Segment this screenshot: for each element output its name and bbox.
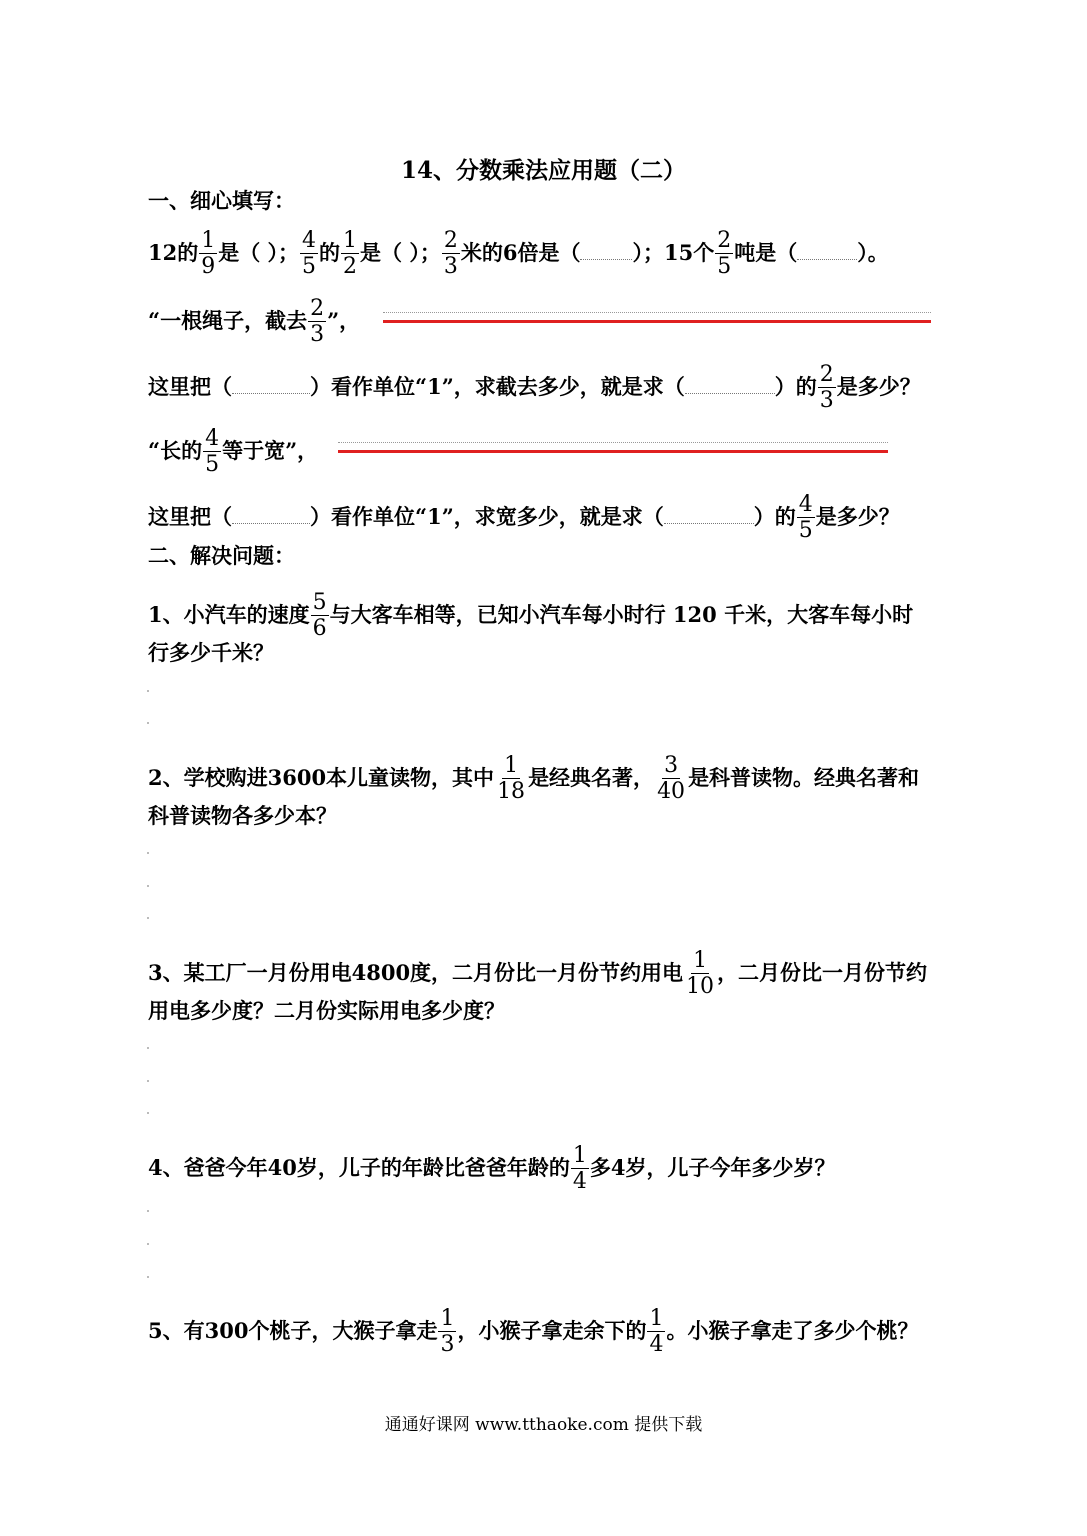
question-1-line-1: 1、小汽车的速度 $\frac{5}{6}$ 与大客车相等，已知小汽车每小时行 120 千米，大客车每小时: [148, 590, 914, 642]
answer-space-mark: [147, 1276, 149, 1278]
dotted-guide: [338, 442, 888, 443]
fraction: $\frac{4}{5}$: [798, 492, 813, 544]
fraction: $\frac{4}{5}$: [205, 426, 220, 478]
fill-line-1: 12的 $\frac{1}{9}$ 是（ ）； $\frac{4}{5}$ 的 $\frac{1}{2}$ 是（ ）； $\frac{2}{3}$ 米的6倍是（ ）；15个 $\frac{2}{5}$ 吨是（ ）。: [148, 228, 889, 280]
red-answer-line[interactable]: [338, 450, 888, 453]
section1-heading: 一、细心填写：: [148, 188, 295, 213]
fraction: $\frac{1}{4}$: [572, 1143, 587, 1195]
answer-space-mark: [147, 690, 149, 692]
answer-blank[interactable]: [232, 504, 310, 524]
fraction: $\frac{5}{6}$: [312, 590, 327, 642]
answer-space-mark: [147, 1047, 149, 1049]
fraction: $\frac{1}{18}$: [497, 753, 526, 805]
answer-space-mark: [147, 1112, 149, 1114]
fraction: $\frac{2}{3}$: [310, 296, 325, 348]
answer-blank[interactable]: [664, 504, 754, 524]
answer-space-mark: [147, 1210, 149, 1212]
fraction: $\frac{2}{3}$: [443, 228, 458, 280]
answer-blank[interactable]: [797, 240, 857, 260]
fraction: $\frac{3}{40}$: [657, 753, 686, 805]
question-5: 5、有300个桃子，大猴子拿走 $\frac{1}{3}$ ，小猴子拿走余下的 $\frac{1}{4}$ 。小猴子拿走了多少个桃？: [148, 1306, 919, 1358]
red-answer-line[interactable]: [383, 320, 931, 323]
question-3-line-1: 3、某工厂一月份用电4800度，二月份比一月份节约用电 $\frac{1}{10}$ ，二月份比一月份节约: [148, 948, 928, 1000]
fill-line-5: 这里把（ ）看作单位“1”，求宽多少，就是求（ ）的 $\frac{4}{5}$ 是多少？: [148, 492, 900, 544]
answer-blank[interactable]: [685, 374, 775, 394]
fill-line-3: 这里把（ ）看作单位“1”，求截去多少，就是求（ ）的 $\frac{2}{3}$ 是多少？: [148, 362, 921, 414]
question-1-line-2: 行多少千米？: [148, 640, 274, 665]
fraction: $\frac{4}{5}$: [302, 228, 317, 280]
fraction: $\frac{1}{3}$: [440, 1306, 455, 1358]
question-2-line-1: 2、学校购进3600本儿童读物，其中 $\frac{1}{18}$ 是经典名著， $\frac{3}{40}$ 是科普读物。经典名著和: [148, 753, 920, 805]
question-4: 4、爸爸今年40岁，儿子的年龄比爸爸年龄的 $\frac{1}{4}$ 多4岁，儿子今年多少岁？: [148, 1143, 836, 1195]
footer-credit: 通通好课网 www.tthaoke.com 提供下载: [384, 1415, 703, 1435]
fill-line-2: “一根绳子，截去 $\frac{2}{3}$ ”，: [148, 296, 361, 348]
question-2-line-2: 科普读物各多少本？: [148, 803, 337, 828]
answer-space-mark: [147, 917, 149, 919]
fill-line-4: “长的 $\frac{4}{5}$ 等于宽”，: [148, 426, 319, 478]
fraction: $\frac{1}{4}$: [649, 1306, 664, 1358]
answer-space-mark: [147, 1080, 149, 1082]
answer-space-mark: [147, 1243, 149, 1245]
answer-space-mark: [147, 885, 149, 887]
answer-blank[interactable]: [232, 374, 310, 394]
section2-heading: 二、解决问题：: [148, 543, 295, 568]
dotted-guide: [383, 312, 931, 313]
fraction: $\frac{2}{5}$: [717, 228, 732, 280]
answer-space-mark: [147, 852, 149, 854]
fraction: $\frac{1}{9}$: [201, 228, 216, 280]
answer-space-mark: [147, 722, 149, 724]
fraction: $\frac{2}{3}$: [819, 362, 834, 414]
fraction: $\frac{1}{2}$: [343, 228, 358, 280]
answer-blank[interactable]: [580, 240, 632, 260]
page-title: 14、分数乘法应用题（二）: [400, 157, 686, 184]
question-3-line-2: 用电多少度？二月份实际用电多少度？: [148, 998, 505, 1023]
fraction: $\frac{1}{10}$: [686, 948, 715, 1000]
